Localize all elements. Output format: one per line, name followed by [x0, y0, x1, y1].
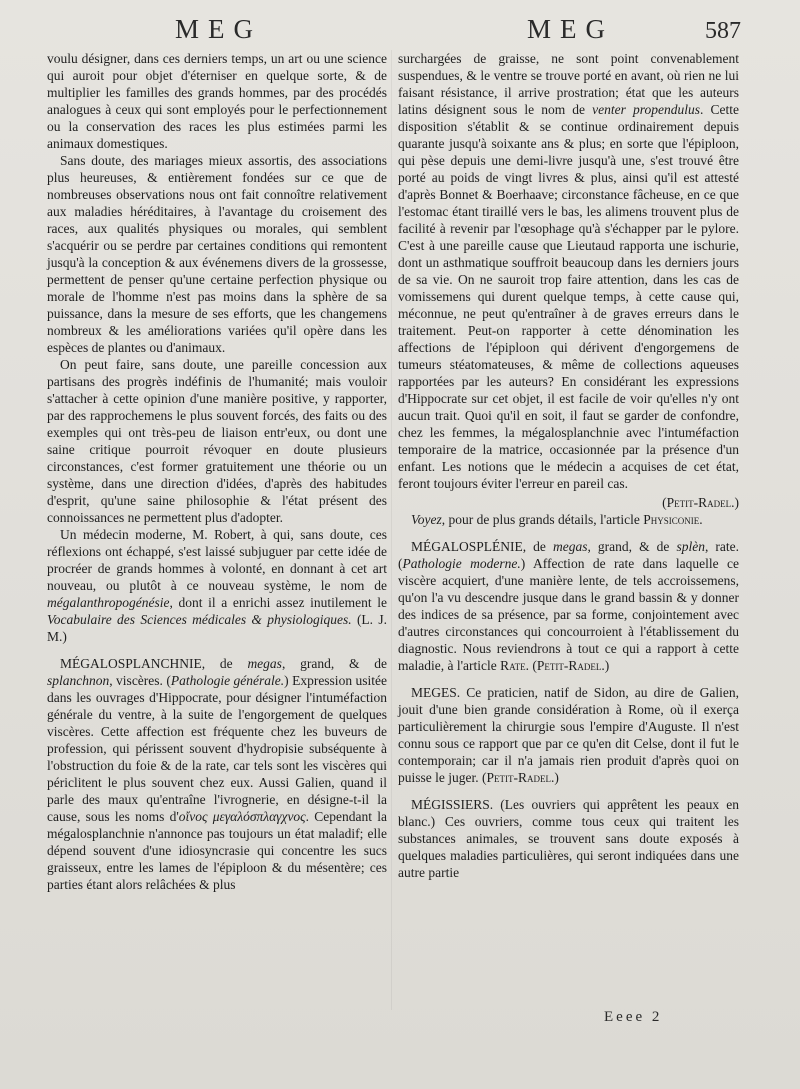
text: . Cette disposition s'établit & se continue ordinairement depuis quarante jusqu'à soixante ans & plus; en sorte que l'épiploon, qui pèse depuis une demi-livre jusqu'à une, s'est trouvé être porté au poids de vingt livres & plus, ainsi qu'il est attesté d'après Bonnet & Boerhaave; circonstance fâcheuse, en ce que l'estomac étant tiraillé vers le bas, les alimens trouvent plus de facilité à revenir par l'œsophage qu'à s'échapper par le pylore. C'est à une pareille cause que Lieutaud rapporta une ischurie, dont un asthmatique souffroit beaucoup dans les derniers jours de sa vie. On ne sauroit trop faire attention, dans les cas de vomissemens qui durent quelque temps, à cette cause qui, méconnue, ne peut qu'entraîner à de graves erreurs dans le traitement. Peut-on rapporter à cette dénomination les affections de l'épiploon qui dérivent d'engorgemens de tumeurs stéatomateuses, & même de collections aqueuses rapportées par les auteurs? En considérant les expressions d'Hippocrate sur cet objet, il est facile de voir qu'elles n'y ont aucun trait. Quoi qu'il en soit, il faut se garder de confondre, chez les femmes, la mégalosplanchnie avec l'intuméfaction temporaire de la matrice, occasionnée par la présence d'un enfant. Les notions que le médecin a acquises de cet état, feront toujours éviter l'erreur en pareil cas. — [398, 102, 739, 491]
text: surchargées de graisse, ne sont point convenablement suspendues, & le ventre se trouve porté en avant, où rien ne lui faisant résistance, il arrive prostration; état que les auteurs latins désignent sous le nom de — [398, 51, 739, 117]
author-signature: (Petit-Radel.) — [478, 770, 559, 785]
entry-megissiers — [398, 796, 739, 881]
italic-term: megas — [552, 539, 588, 554]
author-initials: (L. J. M.) — [47, 612, 387, 644]
paragraph — [398, 50, 739, 492]
running-head-left: MEG — [175, 14, 262, 44]
text: Un médecin moderne, M. Robert, à qui, sans doute, ces réflexions ont échappé, s'est laissé subjuguer par cette idée de procréer de grands hommes à volonté, en donnant à cet art nouveau, ou plutôt à ce nouveau système, le nom de — [47, 527, 387, 593]
text: . Ce praticien, natif de Sidon, au dire de Galien, jouit d'une bien grande considération à Rome, où il exerça particulièrement la chirurgie sous l'empire d'Auguste. Il n'est connu sous ce rapport que par ce qu'en dit Celse, dont il fut le contemporain; car il n'a jamais rien produit d'après quoi on puisse le juger. — [398, 685, 739, 785]
paragraph: voulu désigner, dans ces derniers temps, un art ou une science qui auroit pour objet d'éterniser en quelque sorte, & de multiplier les familles des grands hommes, par des procédés analogues à ceux qui sont employés pour le perfectionnement ou la conservation des races les plus estimées parmi les animaux domestiques. — [47, 51, 387, 151]
paragraph — [398, 796, 739, 881]
right-column — [398, 50, 739, 881]
text: ) Expression usitée dans les ouvrages d'Hippocrate, pour désigner l'intuméfaction générale du ventre, à la suite de l'engorgement de quelques viscères. Cette affection est fréquente chez les buveurs de profession, qui périssent souvent d'hydropisie subséquente à l'obstruction du foie & de la rate, car tels sont les viscères qui périclitent le plus souvent chez eux. Aussi Galien, quand il parle des maux qu'entraîne l'ivrognerie, en désigne-t-il la cause, sous les noms d' — [47, 673, 387, 824]
text: , viscères. ( — [109, 673, 171, 688]
paragraph — [47, 526, 387, 645]
column-gutter — [391, 50, 392, 1010]
text: , pour de plus grands détails, l'article — [441, 512, 644, 527]
text: ) Affection de rate dans laquelle ce viscère acquiert, d'une manière lente, de tels accroissemens, qu'on l'a vu descendre jusque dans le grand bassin & y donner des indices de sa présence, par sa forme, conjointement avec d'autres circonstances qui concourroient à l'établissement du diagnostic. Nous reviendrons à tout ce qui a rapport à cette maladie, à l'article — [398, 556, 739, 673]
italic-term: Voyez — [411, 512, 442, 527]
paragraph — [398, 538, 739, 674]
paragraph: On peut faire, sans doute, une pareille concession aux partisans des progrès indéfinis de l'humanité; mais vouloir s'attacher à cette opinion d'une manière positive, y rapporter, par des rapprochemens le plus souvent forcés, des faits ou des exemples qui ont très-peu de liaison entr'eux, ou dont une saine critique pourroit révoquer en doute plusieurs circonstances, c'est former gratuitement une théorie ou un système, dans une direction d'idées, d'après des habitudes d'esprit, qu'une saine philosophie & l'état présent des connoissances ne permettent plus d'adopter. — [47, 357, 387, 525]
text: , dont il a enrichi assez inutilement le — [169, 595, 387, 610]
entry-headword: MÉGALOSPLANCHNIE — [60, 656, 202, 671]
italic-term: splèn — [676, 539, 705, 554]
cross-reference: Physiconie. — [643, 512, 703, 527]
text: , de — [522, 539, 553, 554]
page-number: 587 — [705, 18, 741, 44]
author-signature: (Petit-Radel.) — [662, 495, 739, 510]
italic-term: megas — [247, 656, 282, 671]
entry-headword: MEGES — [411, 685, 457, 700]
italic-term: splanchnon — [47, 673, 110, 688]
paragraph — [398, 511, 739, 528]
text: , rate. ( — [398, 539, 739, 571]
left-column — [47, 50, 387, 893]
cross-reference: Rate. — [500, 658, 530, 673]
entry-headword: MÉGISSIERS — [411, 797, 490, 812]
paragraph: Sans doute, des mariages mieux assortis, des associations plus heureuses, & entièrement fondées sur ce que de nombreuses observations nous ont fait connoître relativement aux maladies héréditaires, à l'avantage du croisement des races, aux qualités physiques ou morales, qui semblent s'acquérir ou se perdre par certaines conditions qui remontent jusqu'à la conception & aux événemens divers de la grossesse, permettent de penser qu'une certaine perfection physique ou morale de l'homme n'est pas moins dans la sphère de sa puissance, dans la mesure de ses efforts, que les changemens nombreux & les améliorations variées qu'il opère dans les espèces de plantes ou d'animaux. — [47, 153, 387, 355]
text: . Cependant la mégalosplanchnie n'annonce pas toujours un état maladif; elle dépend souvent d'une idiosyncrasie qui concentre les sucs graisseux, entre les lames de l'épiploon & du mésentère; ces parties étant alors relâchées & plus — [47, 809, 388, 892]
text: , de — [201, 656, 248, 671]
entry-megalosplenie — [398, 538, 739, 674]
text: , grand, & de — [587, 539, 677, 554]
paragraph — [47, 655, 387, 893]
author-signature: (Petit-Radel.) — [529, 658, 610, 673]
italic-term: Pathologie moderne. — [402, 556, 521, 571]
greek-term: οἴνος μεγαλόσπλαγχνος — [178, 809, 306, 824]
text: . (Les ouvriers qui apprêtent les peaux en blanc.) Ces ouvriers, comme tous ceux qui traitent les substances animales, se trouvent sans doute exposés à quelques maladies particulières, qui seront indiquées dans une autre partie — [398, 797, 739, 880]
italic-term: mégalanthropogénésie — [47, 595, 170, 610]
entry-megalosplanchnie — [47, 655, 387, 893]
text: , grand, & de — [281, 656, 388, 671]
italic-term: Pathologie générale. — [170, 673, 285, 688]
signature-mark: Eeee 2 — [604, 1009, 663, 1025]
paragraph — [398, 684, 739, 786]
italic-term: venter propendulus — [592, 102, 701, 117]
entry-meges — [398, 684, 739, 786]
entry-headword: MÉGALOSPLÉNIE — [411, 539, 523, 554]
running-head-right: MEG — [527, 14, 614, 44]
italic-title: Vocabulaire des Sciences médicales & physiologiques. — [47, 612, 352, 627]
